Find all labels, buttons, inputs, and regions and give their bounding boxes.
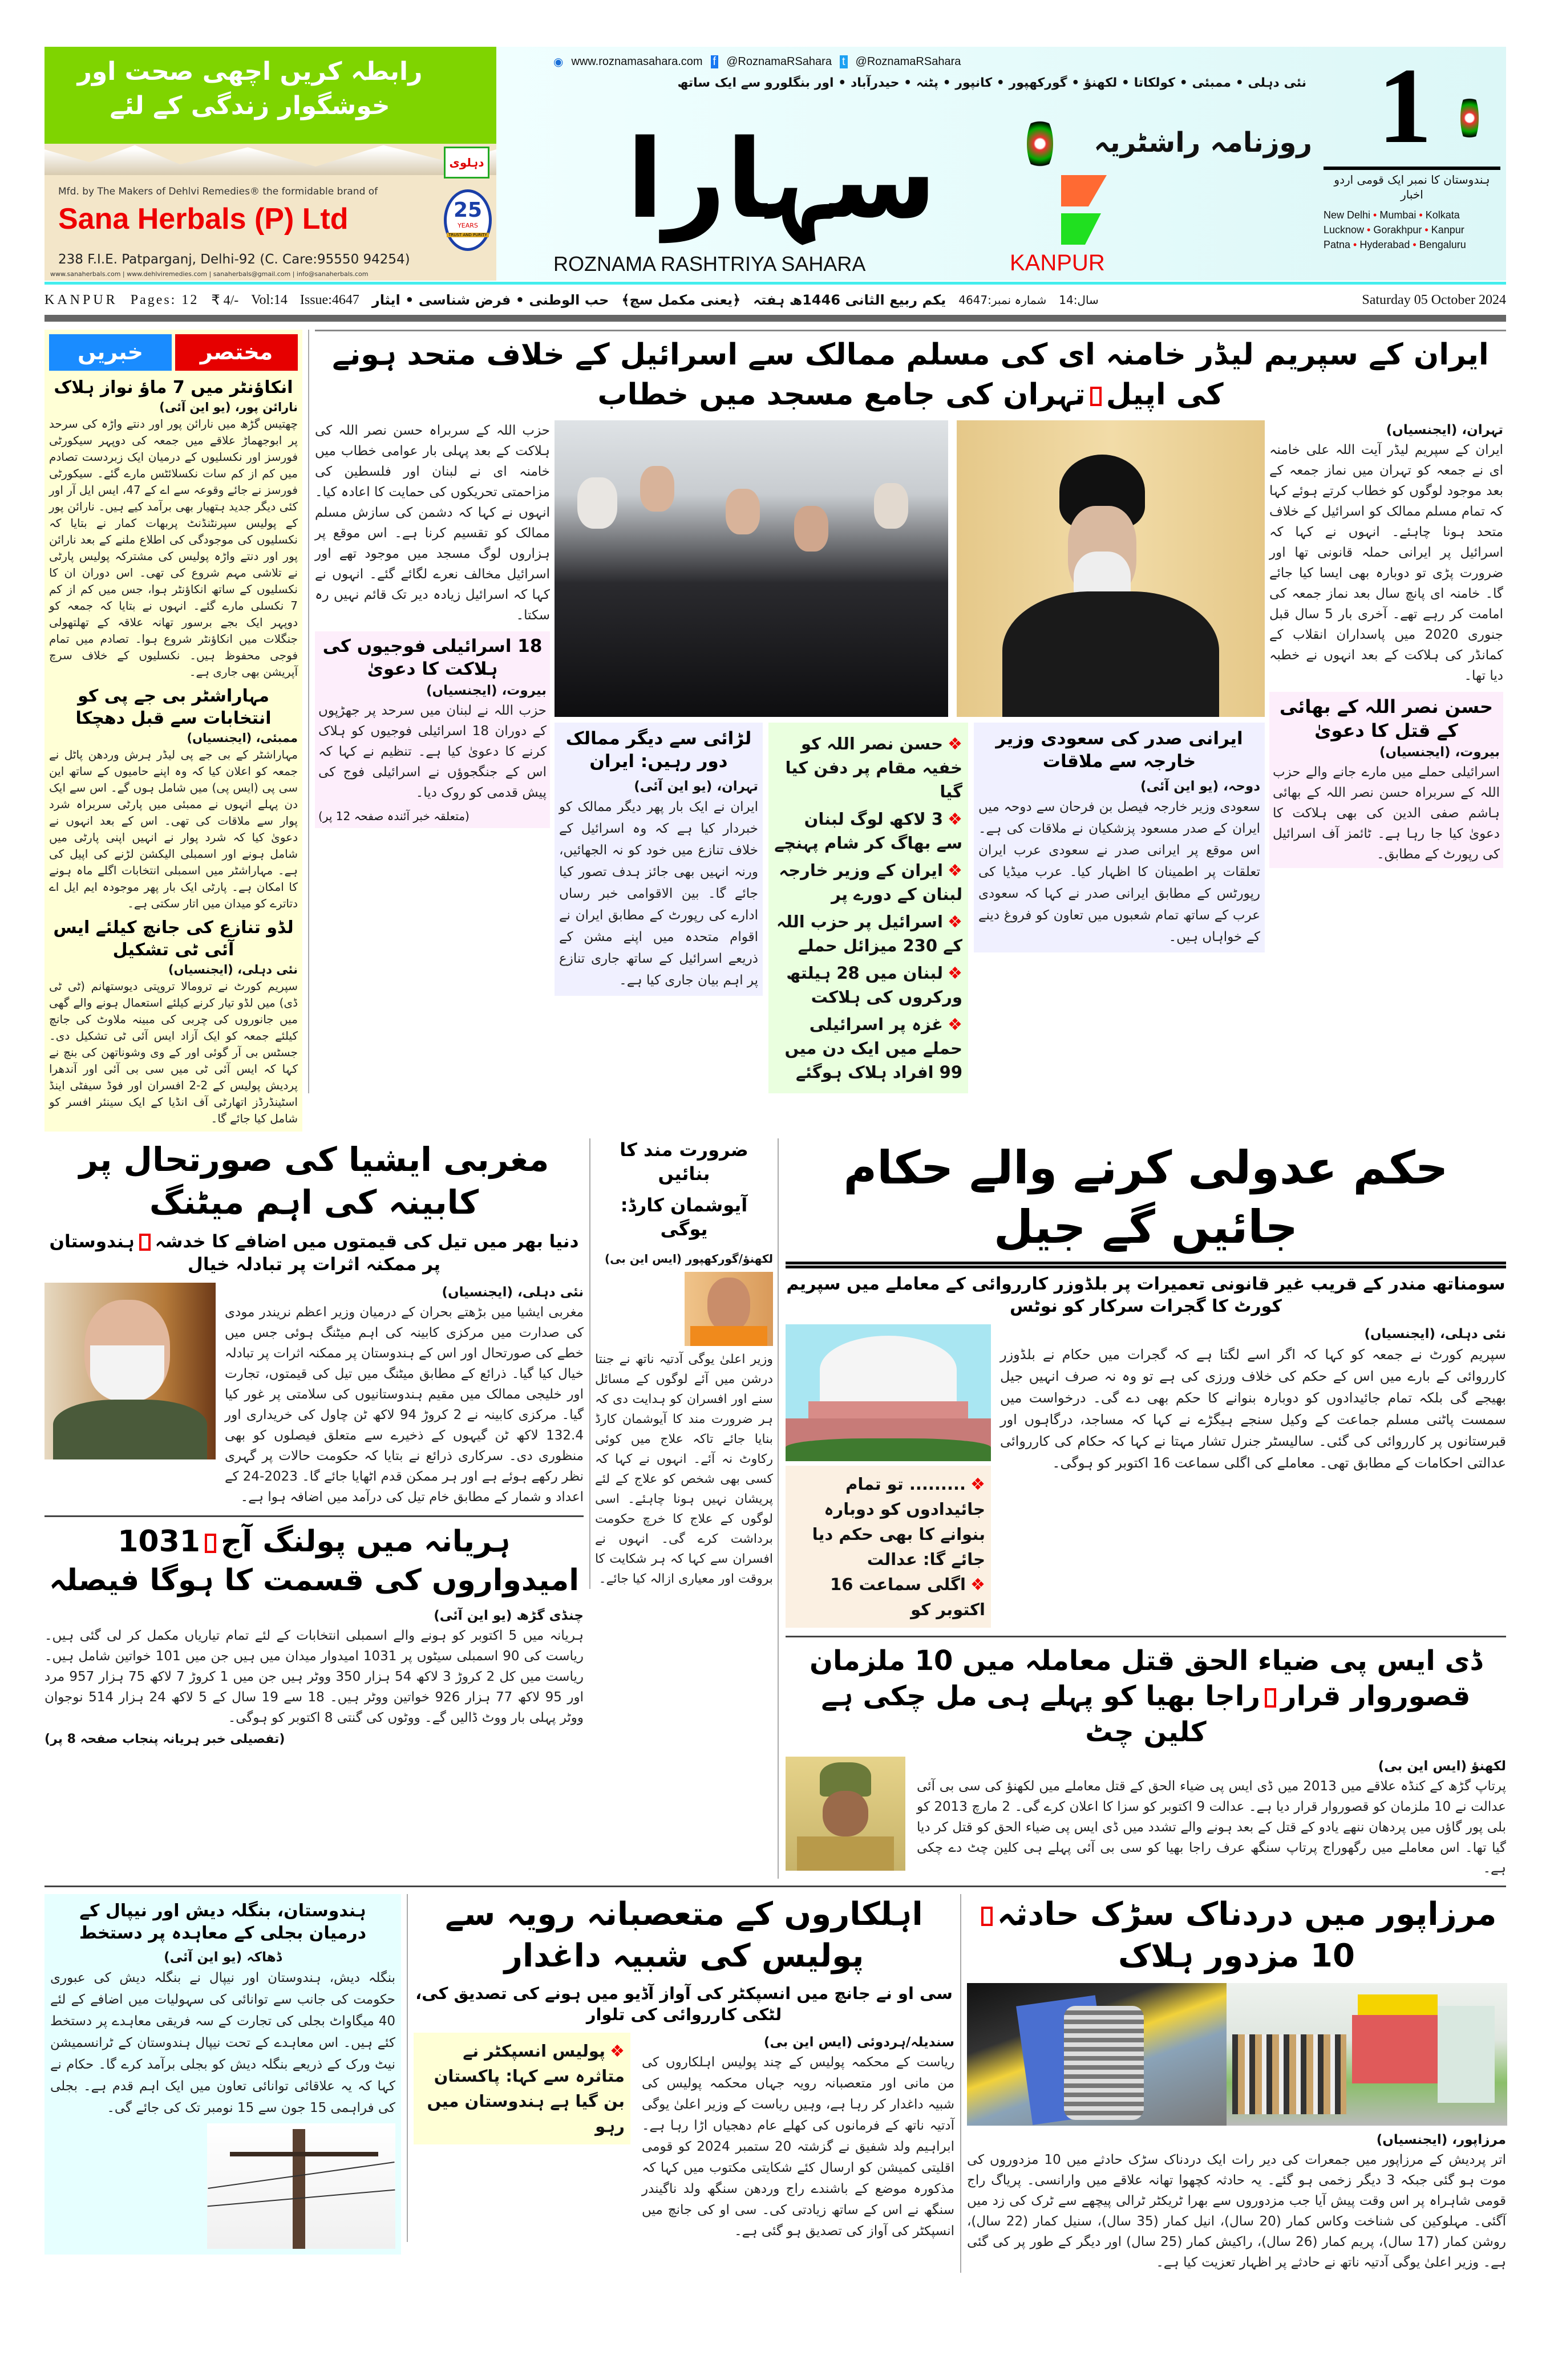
cabinet-dateline: نئی دہلی، (ایجنسیاں): [442, 1285, 584, 1300]
city: Patna: [1324, 239, 1351, 250]
slogan: حب الوطنی • فرض شناسی • ایثار: [371, 292, 609, 308]
headline-part: 10 مزدور ہلاک: [1118, 1937, 1355, 1974]
diamond-bullet-icon: ❖: [610, 2041, 625, 2061]
city: New Delhi: [1324, 209, 1371, 221]
seal-number: 25: [453, 198, 483, 222]
dsp-dateline: لکھنؤ (ایس این بی): [1378, 1759, 1506, 1774]
briefs-label-blue: خبریں: [49, 334, 172, 371]
photo-power-lines: [207, 2123, 395, 2249]
photo-truck: [1227, 1983, 1507, 2126]
city: Mumbai: [1379, 209, 1417, 221]
highlight-item: [774, 807, 962, 855]
photo-crowd-prayer: [555, 420, 948, 717]
sunburst-icon: [1027, 115, 1053, 172]
subheadline-part: دنیا بھر میں تیل کی قیمتوں میں اضافے کا خدشہ: [155, 1231, 579, 1252]
photo-supreme-court: [786, 1324, 991, 1461]
diamond-bullet-icon: ❖: [948, 963, 962, 983]
city: KANPUR: [44, 292, 118, 307]
year-urdu: سال:14: [1059, 293, 1099, 307]
separator-box-icon: [1265, 1688, 1276, 1708]
brief-body: سپریم کورٹ نے ترومالا تروپتی دیوستھانم (ٹی ٹی ڈی) میں لڈو تیار کرنے کیلئے استعمال ہونے والے گھی میں جانوروں کی چربی کی مبینہ ملاوٹ کی جانچ کیلئے جمعہ کو ایک آزاد ایس آئی ٹی تشکیل دی۔ جسٹس بی آر گوئی اور کے وی وشوناتھن کی بنچ نے کہا کہ ایس آئی ٹی میں سی بی آئی اور آندھرا پردیش پولیس کے 2-2 افسران اور فوڈ سیفٹی اینڈ اسٹینڈرڈز اتھارٹی آف انڈیا کے ایک سینئر افسر کو شامل کیا جائے گا۔: [49, 979, 298, 1125]
cabinet-story: [44, 1138, 584, 1507]
haryana-dateline: چنڈی گڑھ (یو این آئی): [434, 1608, 584, 1623]
iran-warning-box: [555, 723, 763, 996]
ad-company: Sana Herbals (P) Ltd: [58, 202, 349, 236]
box-title: ایرانی صدر کی سعودی وزیر خارجہ سے ملاقات: [995, 728, 1243, 772]
bulldozer-quote-box: [786, 1466, 991, 1628]
separator-box-icon: [139, 1234, 151, 1251]
highlight-text: غزہ پر اسرائیلی حملے میں ایک دن میں 99 افراد ہلاک ہوگئے: [784, 1015, 962, 1082]
diamond-bullet-icon: ❖: [948, 1015, 962, 1034]
ayush-dateline: لکھنؤ/گورکھپور (ایس این بی): [605, 1252, 773, 1266]
highlight-item: [774, 858, 962, 906]
cabinet-body: مغربی ایشیا میں بڑھتے بحران کے درمیان وزیر اعظم نریندر مودی کی صدارت میں مرکزی کابینہ کی اہم میٹنگ ہوئی جس میں خطے کی صورتحال اور اس کے ہندوستان پر ممکنہ اثرات پر تبادلہ خیال کیا گیا۔ ذرائع کے مطابق میٹنگ میں تیل کی قیمتوں، تجارت اور خلیجی ممالک میں مقیم ہندوستانیوں کی سلامتی پر غور کیا گیا۔ مرکزی کابینہ نے 2 کروڑ 94 لاکھ ٹن چاول کی خریداری اور 132.4 لاکھ ٹن گیہوں کے ذخیرے سے متعلق فیصلوں کو بھی منظوری دی۔ سرکاری ذرائع نے بتایا کہ حکومت حالات پر گہری نظر رکھے ہوئے ہے اور ہر ممکن قدم اٹھایا جائے گا۔ 2023-24 کے اعداد و شمار کے مطابق خام تیل کی درآمد میں اضافہ ہوا ہے۔: [225, 1305, 584, 1505]
ad-web: www.sanaherbals.com | www.dehlviremedies.com | sanaherbals@gmail.com | info@sanaherbals.com: [50, 270, 369, 278]
ayush-headline-line2: آیوشمان کارڈ: یوگی: [620, 1194, 748, 1240]
photo-yogi: [685, 1272, 773, 1346]
box-body: ایران نے ایک بار پھر دیگر ممالک کو خبردار کیا ہے کہ وہ اسرائیل کے خلاف تنازع میں خود کو نہ الجھائیں، ورنہ انہیں بھی جائز ہدف تصور کیا جائے گا۔ بین الاقوامی خبر رساں ادارے کی رپورٹ کے مطابق ایران نے اقوام متحدہ میں اپنے مشن کے ذریعے اسرائیل کے ساتھ جاری تنازع پر اہم بیان جاری کیا ہے۔: [559, 799, 758, 988]
roznama-rashtriya: روزنامہ راشٹریہ: [1094, 127, 1312, 159]
highlights-box: [768, 723, 968, 1093]
power-deal-dateline: ڈھاکہ (یو این آئی): [164, 1950, 282, 1965]
lead-body-continued: حزب اللہ کے سربراہ حسن نصر اللہ کی ہلاکت کے بعد پہلی بار عوامی خطاب میں خامنہ ای نے لبنان اور فلسطین کی مزاحمتی تحریکوں کی حمایت کا اعادہ کیا۔ انہوں نے کہا کہ دشمن کی سازش مسلم ممالک کو تقسیم کرنا ہے۔ اس موقع پر ہزاروں لوگ مسجد میں موجود تھے اور اسرائیل مخالف نعرے لگائے گئے۔ انہوں نے کہا کہ اسرائیل زیادہ دیر تک قائم نہیں رہ سکتا۔: [315, 423, 550, 623]
diamond-bullet-icon: ❖: [970, 1575, 985, 1594]
ad-maker-line: Mfd. by The Makers of Dehlvi Remedies® the formidable brand of: [58, 186, 378, 197]
headline-part: ڈی ایس پی ضیاء الحق قتل معاملہ میں 10 ملزمان قصوروار قرار: [810, 1645, 1482, 1713]
ayush-body: وزیر اعلیٰ یوگی آدتیہ ناتھ نے جنتا درشن میں آئے لوگوں کے مسائل سنے اور افسران کو ہدایت دی کہ ہر ضرورت مند کا آیوشمان کارڈ بنایا جائے تاکہ علاج میں کوئی رکاوٹ نہ آئے۔ انہوں نے کہا کہ کسی بھی شخص کو علاج کے لئے پریشان نہیں ہونا چاہئے۔ اسی لوگوں کے علاج کا خرچ حکومت برداشت کرے گی۔ انہوں نے افسران سے کہا کہ ہر شکایت کا بروقت اور معیاری ازالہ کیا جائے۔: [595, 1352, 773, 1587]
quote-line: [791, 1572, 985, 1622]
highlight-text: ایران کے وزیر خارجہ لبنان کے دورے پر: [779, 861, 962, 904]
mirzapur-story: [960, 1894, 1506, 2273]
highlight-text: لبنان میں 28 ہیلتھ ورکروں کی ہلاکت: [786, 963, 962, 1007]
ayush-story: [589, 1138, 778, 1589]
photo-overturned-tractor: [967, 1983, 1227, 2126]
separator-box-icon: [1090, 387, 1102, 406]
police-subheadline: سی او نے جانچ میں انسپکٹر کی آواز آڈیو میں ہونے کی تصدیق کی، لٹکی کارروائی کی تلوار: [415, 1983, 953, 2025]
haryana-headline: [44, 1523, 584, 1600]
highlight-item: [774, 1012, 962, 1084]
box-title: حسن نصر اللہ کے بھائی کے قتل کا دعویٰ: [1279, 696, 1494, 741]
box-title: لڑائی سے دیگر ممالک دور رہیں: ایران: [565, 728, 752, 772]
brief-dateline: ممبئی، (ایجنسیاں): [187, 731, 298, 745]
quote-text: ......... تو تمام جائیدادوں کو دوبارہ بنوانے کا بھی حکم دیا جائے گا: عدالت: [812, 1474, 985, 1569]
logo-text: سہارا: [626, 116, 937, 242]
box-title: 18 اسرائیلی فوجیوں کی ہلاکت کا دعویٰ: [322, 636, 543, 680]
bulldozer-subheadline: سومناتھ مندر کے قریب غیر قانونی تعمیرات پر بلڈوزر کارروائی کے معاملے میں سپریم کورٹ کا گجرات سرکار کو نوٹس: [786, 1274, 1506, 1316]
bulldozer-body: سپریم کورٹ نے جمعہ کو کہا کہ اگر اسے لگتا ہے کہ گجرات میں حکام نے بلڈوزر کارروائی کے بارے میں اس کے حکم کی خلاف ورزی کی ہے تو وہ نہ صرف انہیں جیل بھیجے گی بلکہ تمام جائیدادوں کو دوبارہ بنوانے کا حکم بھی دے گی۔ درخواست میں سمست پاٹنی مسلم جماعت کے وکیل سنجے ہیگڑے نے کہا کہ مساجد، درگاہوں اور قبرستانوں پر کارروائی کی گئی۔ سالیسٹر جنرل تشار مہتا نے کہا کہ حکام کی کارروائی عدالتی احکامات کے مطابق تھی۔ معاملے کی اگلی سماعت 16 اکتوبر کو ہوگی۔: [1000, 1347, 1506, 1471]
city: Kanpur: [1431, 224, 1464, 236]
bulldozer-dateline: نئی دہلی، (ایجنسیاں): [1364, 1327, 1506, 1341]
sunburst-icon-small: [1460, 92, 1479, 144]
headline-part: راجا بھیا کو پہلے ہی مل چکی ہے کلین چٹ: [821, 1680, 1260, 1748]
headline-part: ہریانہ میں پولنگ آج: [220, 1525, 511, 1559]
police-body: ریاست کے محکمہ پولیس کے چند پولیس اہلکاروں کی من مانی اور متعصبانہ رویہ جہاں محکمہ پولیس کی شبیہ داغدار کر رہا ہے، وہیں ریاست کے وزیر اعلیٰ یوگی آدتیہ ناتھ کے فرمانوں کی کھلے عام دھجیاں اڑا رہا ہے۔ ابراہیم ولد شفیق نے گزشتہ 20 ستمبر 2024 کو قومی اقلیتی کمیشن کو ارسال کئے شکایتی مکتوب میں کہا کہ مذکورہ موضع کے باشندے راج وردھن سنگھ ولد ناگیندر سنگھ نے اس کے ساتھ زیادتی کی۔ سی او کی جانچ میں انسپکٹر کی آواز کی تصدیق ہو گئی ہے۔: [642, 2055, 954, 2239]
briefs-label-red: مختصر: [175, 334, 298, 371]
ayush-headline-line1: ضرورت مند کا بنائیں: [620, 1139, 748, 1185]
cabinet-headline: مغربی ایشیا کی صورتحال پر کابینہ کی اہم میٹنگ: [79, 1140, 549, 1222]
masthead: [496, 47, 1506, 281]
advertisement[interactable]: [44, 47, 496, 281]
motto: ﴿یعنی مکمل سچ﴾: [621, 292, 741, 308]
saudi-meeting-box: [974, 723, 1265, 952]
dsp-body: پرتاپ گڑھ کے کنڈہ علاقے میں 2013 میں ڈی ایس پی ضیاء الحق کے قتل معاملے میں لکھنؤ کی سی بی آئی عدالت نے 10 ملزمان کو قصوروار قرار دیا ہے۔ عدالت 9 اکتوبر کو سزا کا اعلان کرے گی۔ 2 مارچ 2013 کو بلی پور گاؤں میں پردھان ننھے یادو کے قتل کے بعد ہونے والے تشدد میں ڈی ایس پی ضیاء الحق کو قتل کر دیا گیا تھا۔ اس معاملے میں رگھوراج پرتاپ سنگھ عرف راجا بھیا کو سی بی آئی پہلے ہی کلین چٹ دے چکی ہے۔: [917, 1779, 1507, 1876]
highlight-item: [774, 961, 962, 1009]
highlight-text: 3 لاکھ لوگ لبنان سے بھاگ کر شام پہنچے: [774, 809, 962, 853]
separator-box-icon: [981, 1907, 993, 1926]
quote-line: [791, 1471, 985, 1572]
city: Hyderabad: [1359, 239, 1410, 250]
highlight-text: اسرائیل پر حزب اللہ کے 230 میزائل حملے: [776, 912, 962, 955]
briefs-column: [44, 330, 302, 1132]
diamond-bullet-icon: ❖: [948, 861, 962, 880]
editions-urdu: نئی دہلی • ممبئی • کولکاتا • لکھنؤ • گورکھپور • کانپور • پٹنہ • حیدرآباد • اور بنگلورو سے ایک ساتھ: [677, 76, 1306, 90]
brief-title: انکاؤنٹر میں 7 ماؤ نواز ہلاک: [54, 378, 293, 398]
subheadline-part: ہندوستان پر ممکنہ اثرات پر تبادلہ خیال: [49, 1231, 441, 1275]
city: Gorakhpur: [1373, 224, 1422, 236]
box-body: سعودی وزیر خارجہ فیصل بن فرحان سے دوحہ میں ایران کے صدر مسعود پزشکیان نے ملاقات کی ہے۔ اس موقع پر ایرانی صدر نے سعودی عرب ایران تعلقات پر اطمینان کا اظہار کیا۔ عرب میڈیا کی رپورٹس کے مطابق ایرانی صدر نے کہا کہ سعودی عرب کے ساتھ تمام شعبوں میں تعاون کو فروغ دینے کے خواہاں ہیں۔: [978, 799, 1260, 944]
diamond-bullet-icon: ❖: [948, 912, 962, 931]
date: Saturday 05 October 2024: [1362, 292, 1506, 307]
diamond-bullet-icon: ❖: [948, 734, 962, 753]
photo-khamenei: [957, 420, 1265, 717]
haryana-body: ہریانہ میں 5 اکتوبر کو ہونے والے اسمبلی انتخابات کے لئے تمام تیاریاں مکمل کر لی گئی ہیں۔ ریاست کی 90 اسمبلی سیٹوں پر 1031 امیدوار میدان میں ہیں جن میں 101 خواتین شامل ہیں۔ ریاست میں کل 2 کروڑ 3 لاکھ 54 ہزار 350 ووٹر ہیں جن میں 1 کروڑ 7 لاکھ 75 ہزار 957 مرد اور 95 لاکھ 77 ہزار 926 خواتین ووٹر ہیں۔ 18 سے 19 سال کے 5 لاکھ 24 ہزار 514 نوجوان ووٹر پہلی بار ووٹ ڈالیں گے۔ ووٹوں کی گنتی 8 اکتوبر کو ہوگی۔: [44, 1628, 584, 1725]
soldiers-box: [315, 631, 550, 828]
box-dateline: بیروت، (ایجنسیاں): [1379, 745, 1500, 760]
brief-title: مہاراشٹر بی جے پی کو انتخابات سے قبل دھچکا: [75, 686, 272, 728]
candidate-count: 1031: [118, 1525, 200, 1559]
photo-dsp: [786, 1757, 905, 1871]
mirzapur-dateline: مرزاپور، (ایجنسیاں): [1376, 2132, 1506, 2147]
bulldozer-story: [786, 1138, 1506, 1628]
quote-text: اگلی سماعت 16 اکتوبر کو: [830, 1575, 985, 1619]
english-name: ROZNAMA RASHTRIYA SAHARA: [553, 252, 866, 275]
globe-icon: ◉: [553, 56, 564, 68]
box-dateline: دوحہ، (یو این آئی): [1140, 779, 1260, 794]
continued-note: (متعلقہ خبر آئندہ صفحہ 12 پر): [318, 809, 470, 823]
city: Kolkata: [1425, 209, 1460, 221]
diamond-bullet-icon: ❖: [970, 1474, 985, 1494]
police-story: [407, 1894, 960, 2242]
box-dateline: بیروت، (ایجنسیاں): [426, 683, 547, 698]
twitter-icon: t: [840, 55, 848, 68]
price: ₹ 4/-: [211, 293, 239, 308]
brief-dateline: نارائن پور، (یو این آئی): [159, 400, 298, 414]
separator-box-icon: [205, 1534, 216, 1553]
city: Bengaluru: [1419, 239, 1466, 250]
highlight-text: حسن نصر اللہ کو خفیہ مقام پر دفن کیا گیا: [785, 734, 962, 801]
brief-item: [49, 917, 298, 1127]
number-one-claim: ہندوستان کا نمبر ایک قومی اردو اخبار: [1334, 173, 1490, 201]
lead-headline-main: ایران کے سپریم لیڈر خامنہ ای کی مسلم ممالک سے اسرائیل کے خلاف متحد ہونے کی اپیل: [332, 338, 1489, 412]
police-headline: اہلکاروں کے متعصبانہ رویہ سے پولیس کی شبیہ داغدار: [445, 1896, 923, 1974]
haryana-story: [44, 1523, 584, 1748]
highlight-item: [774, 910, 962, 958]
volume: Vol:14: [251, 292, 288, 307]
content: [44, 330, 1506, 2273]
dsp-headline: [786, 1643, 1506, 1750]
lead-body: ایران کے سپریم لیڈر آیت اللہ علی خامنہ ای نے جمعہ کو تہران میں نماز جمعہ کے بعد موجود لوگوں کو خطاب کرتے ہوئے کہا کہ تمام مسلم ممالک کو اسرائیل کے خلاف متحد ہونا چاہئے۔ انہوں نے کہا کہ اسرائیل پر ایرانی حملہ قانونی تھا اور ضرورت پڑی تو دوبارہ بھی ایسا کیا جائے گا۔ خامنہ ای پانچ سال بعد نماز جمعہ کی امامت کر رہے تھے۔ آخری بار 5 سال قبل جنوری 2020 میں پاسداران انقلاب کے کمانڈر کی ہلاکت کے بعد انہوں نے خطبہ دیا تھا۔: [1269, 443, 1503, 683]
city: Lucknow: [1324, 224, 1365, 236]
nasrallah-brother-box: [1269, 692, 1503, 868]
number-one: 1: [1378, 46, 1432, 166]
power-deal-body: بنگلہ دیش، ہندوستان اور نیپال نے بنگلہ دیش کی عبوری حکومت کی جانب سے توانائی کی سہولیات میں اضافے کے لئے 40 میگاواٹ بجلی کی تجارت کے سہ فریقی معاہدے پر دستخط کئے ہیں۔ اس معاہدے کے تحت نیپال ہندوستان کے ٹرانسمیشن نیٹ ورک کے ذریعے بنگلہ دیش کو بجلی برآمد کرے گا۔ حکام نے کہا کہ یہ علاقائی توانائی تعاون میں ایک اہم قدم ہے۔ بجلی کی فراہمی 15 جون سے 15 نومبر تک کی جائے گی۔: [50, 1971, 395, 2116]
lead-story: [308, 330, 1506, 1093]
seal-text: YEARS: [458, 222, 478, 229]
issue: Issue:4647: [300, 292, 359, 307]
twitter-handle[interactable]: @RoznamaRSahara: [855, 55, 961, 68]
brief-item: [49, 376, 298, 680]
dsp-story: [786, 1643, 1506, 1879]
police-dateline: سندیلہ/ہردوئی (ایس این بی): [763, 2035, 954, 2050]
mirzapur-headline: [967, 1894, 1506, 1977]
box-body: حزب اللہ نے لبنان میں سرحد پر جھڑپوں کے دوران 18 اسرائیلی فوجیوں کو ہلاک کرنے کا دعویٰ کیا ہے۔ تنظیم نے کہا کہ اس کے جنگجوؤں نے اسرائیلی فوج کی پیش قدمی کو روک دیا۔: [318, 703, 547, 800]
quote-text: پولیس انسپکٹر نے متاثرہ سے کہا: پاکستان بن گیا ہے ہندوستان میں رہو: [427, 2041, 625, 2136]
power-deal-headline: ہندوستان، بنگلہ دیش اور نیپال کے درمیان بجلی کے معاہدہ پر دستخط: [79, 1901, 367, 1944]
brief-dateline: نئی دہلی، (ایجنسیاں): [168, 963, 298, 976]
brief-body: مہاراشٹر کے بی جے پی لیڈر ہرش وردھن پاٹل نے جمعہ کو اعلان کیا کہ وہ اپنے حامیوں کے ساتھ این سی پی (ایس پی) میں شامل ہوں گے۔ اس سے ایک دن پہلے انہوں نے ممبئی میں پارٹی سربراہ شرد پوار سے ملاقات کی تھی۔ اس کے بعد انہوں نے دعویٰ کیا کہ شرد پوار نے انہیں اپنی پارٹی میں شامل ہونے اور اسمبلی الیکشن لڑنے کی اپیل کی ہے۔ مہاراشٹر میں اسمبلی انتخابات اگلے ماہ ہونے کا امکان ہے۔ پارٹی ایک بار پھر موجودہ ایم ایل اے دتاترے کو میدان میں اتار سکتی ہے۔: [49, 748, 298, 910]
ad-tagline: رابطہ کریں اچھی صحت اور خوشگوار زندگی کے لئے: [77, 57, 423, 120]
page-count: Pages: 12: [130, 292, 199, 307]
anniversary-seal: [444, 189, 492, 251]
city-list: New Delhi • Mumbai • Kolkata Lucknow • Gorakhpur • Kanpur Patna • Hyderabad • Bengaluru: [1324, 209, 1466, 250]
facebook-icon: f: [711, 55, 719, 68]
seal-ribbon: TRUST AND PURITY: [447, 233, 489, 237]
cabinet-subheadline: [44, 1230, 584, 1276]
mirzapur-body: اتر پردیش کے مرزاپور میں جمعرات کی دیر رات ایک دردناک سڑک حادثے میں 10 مزدوروں کی موت ہو گئی جبکہ 3 دیگر زخمی ہو گئے۔ یہ حادثہ کچھوا تھانہ علاقے میں وارانسی۔ پریاگ راج قومی شاہراہ پر اس وقت پیش آیا جب مزدوروں سے بھرا ٹریکٹر ٹرالی پیچھے سے ٹرک کی زد میں آگئی۔ مہلوکین کی شناخت وکاس کمار (20 سال)، انیل کمار (35 سال)، سنیل کمار (22 سال)، روشن کمار (17 سال)، پریم کمار (26 سال)، راکیش کمار (25 سال) اور دیگر کے طور پر کی گئی ہے۔ وزیر اعلیٰ یوگی آدتیہ ناتھ نے حادثے پر اظہار تعزیت کیا ہے۔: [967, 2152, 1506, 2270]
brand-badge: دہلوی: [444, 147, 489, 179]
issue-urdu: شمارہ نمبر:4647: [958, 293, 1047, 307]
box-dateline: تہران، (یو این آئی): [634, 779, 758, 794]
diamond-bullet-icon: ❖: [948, 809, 962, 829]
bulldozer-headline: حکم عدولی کرنے والے حکام جائیں گے جیل: [843, 1141, 1448, 1254]
brief-body: چھتیس گڑھ میں نارائن پور اور دنتے واڑہ کی سرحد پر ابوجھماڑ علاقے میں جمعہ کی دوپہر سیکورٹی فورسز اور نکسلیوں کے درمیان ایک زبردست تصادم میں کم از کم سات نکسلائٹس مارے گئے۔ سیکورٹی فورسز نے جائے وقوعہ سے اے کے 47، ایس ایل آر اور کئی دیگر جدید ہتھیار بھی برآمد کیے ہیں۔ نارائن پور کے پولیس سپرنٹنڈنٹ پربھات کمار نے بتایا کہ نکسلیوں کی موجودگی کی اطلاع ملنے کے بعد نارائن پور اور دنتے واڑہ پولیس کی مشترکہ پولیس پارٹی نے تلاشی مہم شروع کی تھی۔ اس دوران ان کا نکسلیوں کے ساتھ انکاؤنٹر ہوا، جس میں کم از کم 7 نکسلی مارے گئے۔ انہوں نے بتایا کہ جمعہ کو دوپہر ایک بجے برسور تھانہ علاقہ کے تھلتھولی جنگلات میں انکاؤنٹر شروع ہوا۔ تصادم میں تمام فوجی محفوظ ہیں۔ نکسلیوں کے خلاف سرچ آپریشن بھی جاری ہے۔: [49, 417, 298, 679]
lead-headline: [315, 335, 1506, 415]
ad-address: 238 F.I.E. Patparganj, Delhi-92 (C. Care:95550 94254): [58, 252, 410, 267]
photo-modi: [44, 1283, 216, 1459]
lead-dateline: تہران، (ایجنسیاں): [1386, 423, 1503, 437]
hijri-date: یکم ربیع الثانی 1446ھ ہفتہ: [753, 292, 946, 308]
headline-part: امیدواروں کی قسمت کا ہوگا فیصلہ: [48, 1563, 580, 1598]
highlight-item: [774, 732, 962, 804]
box-body: اسرائیلی حملے میں مارے جانے والے حزب اللہ کے سربراہ حسن نصر اللہ کے بھائی ہاشم صفی الدین کی بھی ہلاکت کا دعویٰ کیا جا رہا ہے۔ ٹائمز آف اسرائیل کی رپورٹ کے مطابق۔: [1273, 765, 1500, 862]
edition-name: KANPUR: [1010, 250, 1105, 275]
sahara-logo: [553, 114, 1010, 251]
tricolor-flash-saffron: [1061, 175, 1107, 206]
police-quote-box: [414, 2033, 630, 2144]
dateline-bar: [44, 287, 1506, 313]
continued-note: (تفصیلی خبر ہریانہ پنجاب صفحہ 8 پر): [44, 1732, 285, 1746]
headline-part: مرزاپور میں دردناک سڑک حادثہ: [997, 1896, 1497, 1933]
website-link[interactable]: www.roznamasahara.com: [571, 55, 703, 68]
facebook-handle[interactable]: @RoznamaRSahara: [726, 55, 832, 68]
power-deal-story: [44, 1894, 401, 2255]
brief-item: [49, 685, 298, 912]
tricolor-flash-green: [1061, 213, 1101, 245]
lead-headline-secondary: تہران کی جامع مسجد میں خطاب: [597, 378, 1086, 412]
brief-title: لڈو تنازع کی جانچ کیلئے ایس آئی ٹی تشکیل: [53, 918, 294, 960]
